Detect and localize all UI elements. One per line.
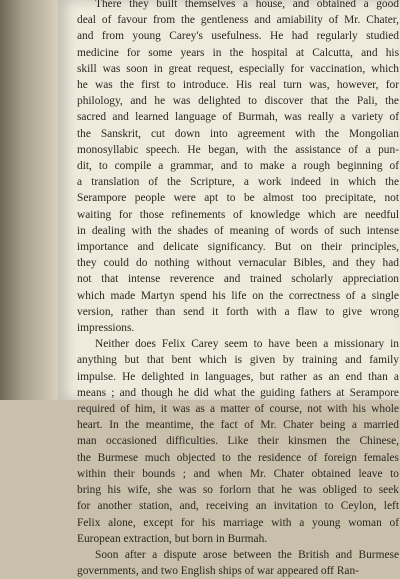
text-line: a translation of the Scripture, a work indeed in which the — [77, 176, 399, 189]
text-line: monosyllabic speech. He began, with the assistance of a pun- — [77, 143, 399, 156]
text-line: Neither does Felix Carey seem to have been a missionary in — [95, 338, 399, 351]
text-line: Soon after a dispute arose between the British and Burmese — [95, 548, 399, 561]
text-line: required of him, it was as a matter of course, not with his whole — [77, 403, 399, 416]
text-line: dit, to compile a grammar, and to make a rough beginning of — [77, 160, 399, 173]
text-line: governments, and two English ships of war appeared off Ran- — [77, 565, 359, 578]
text-line: means ; and though he did what the guiding fathers at Serampore — [77, 386, 399, 399]
text-line: importance and delicate significancy. But on their principles, — [77, 241, 399, 254]
text-line: Felix alone, except for his marriage with a young woman of — [77, 516, 399, 529]
text-line: impulse. He delighted in languages, but rather as an end than a — [77, 370, 399, 383]
text-line: Serampore people were apt to be almost too precipitate, not — [77, 192, 399, 205]
text-line: and from young Carey's usefulness. He had regularly studied — [77, 30, 399, 43]
text-line: within their bounds ; and when Mr. Chater obtained leave to — [77, 467, 399, 480]
text-line: which made Martyn spend his life on the correctness of a single — [77, 289, 399, 302]
text-line: impressions. — [77, 322, 135, 335]
text-line: deal of favour from the gentleness and amiability of Mr. Chater, — [77, 14, 399, 27]
text-line: he was the first to introduce. His real turn was, however, for — [77, 79, 399, 92]
book-gutter — [0, 0, 58, 400]
text-line: skill was soon in great request, especially for vaccination, which — [77, 62, 399, 75]
text-line: in dealing with the shades of meaning of words of such intense — [77, 224, 399, 237]
page-text — [77, 0, 399, 579]
text-line: they could do nothing without vernacular Bibles, and they had — [77, 257, 399, 270]
paragraph — [77, 0, 399, 336]
text-line: There they built themselves a house, and obtained a good — [95, 0, 399, 10]
text-line: the Sanskrit, cut down into agreement with the Mongolian — [77, 127, 399, 140]
text-line: anything but that bent which is given by training and family — [77, 354, 399, 367]
text-line: version, rather than send it forth with a flaw to give wrong — [77, 305, 399, 318]
paragraph — [77, 336, 399, 547]
text-line: waiting for those refinements of knowledge which are needful — [77, 208, 399, 221]
text-line: European extraction, but born in Burmah. — [77, 532, 268, 545]
paragraph — [77, 547, 399, 579]
text-line: bring his wife, she was so forlorn that he was obliged to seek — [77, 484, 399, 497]
text-line: not that intense reverence and trained scholarly appreciation — [77, 273, 399, 286]
text-line: heart. In the meantime, the fact of Mr. Chater being a married — [77, 419, 399, 432]
text-line: sacred and learned language of Burmah, was really a variety of — [77, 111, 399, 124]
text-line: philology, and he was delighted to discover that the Pali, the — [77, 95, 399, 108]
text-line: the Burmese much objected to the residence of foreign females — [77, 451, 399, 464]
text-line: man occasioned difficulties. Like their kinsmen the Chinese, — [77, 435, 399, 448]
text-line: for another station, and, receiving an invitation to Ceylon, left — [77, 500, 399, 513]
text-line: medicine for some years in the hospital at Calcutta, and his — [77, 46, 399, 59]
